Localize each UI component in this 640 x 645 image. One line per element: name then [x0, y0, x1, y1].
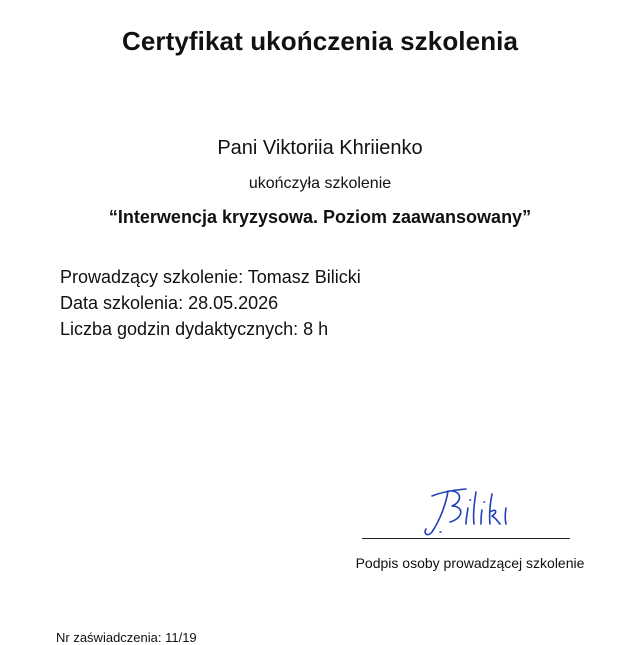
handwritten-signature — [418, 482, 518, 542]
signature-line — [362, 538, 570, 539]
certificate-number: Nr zaświadczenia: 11/19 — [56, 630, 197, 645]
teaching-hours-line: Liczba godzin dydaktycznych: 8 h — [60, 319, 329, 339]
signature-caption: Podpis osoby prowadzącej szkolenie — [355, 555, 585, 571]
training-date-line: Data szkolenia: 28.05.2026 — [60, 293, 279, 313]
completion-statement: ukończyła szkolenie — [248, 175, 392, 192]
certificate-title: Certyfikat ukończenia szkolenia — [121, 26, 519, 56]
recipient-name: Pani Viktoriia Khriienko — [217, 137, 423, 159]
certificate-details — [60, 264, 580, 342]
course-title: “Interwencja kryzysowa. Poziom zaawansowany” — [108, 207, 532, 227]
trainer-line: Prowadzący szkolenie: Tomasz Bilicki — [60, 267, 361, 287]
